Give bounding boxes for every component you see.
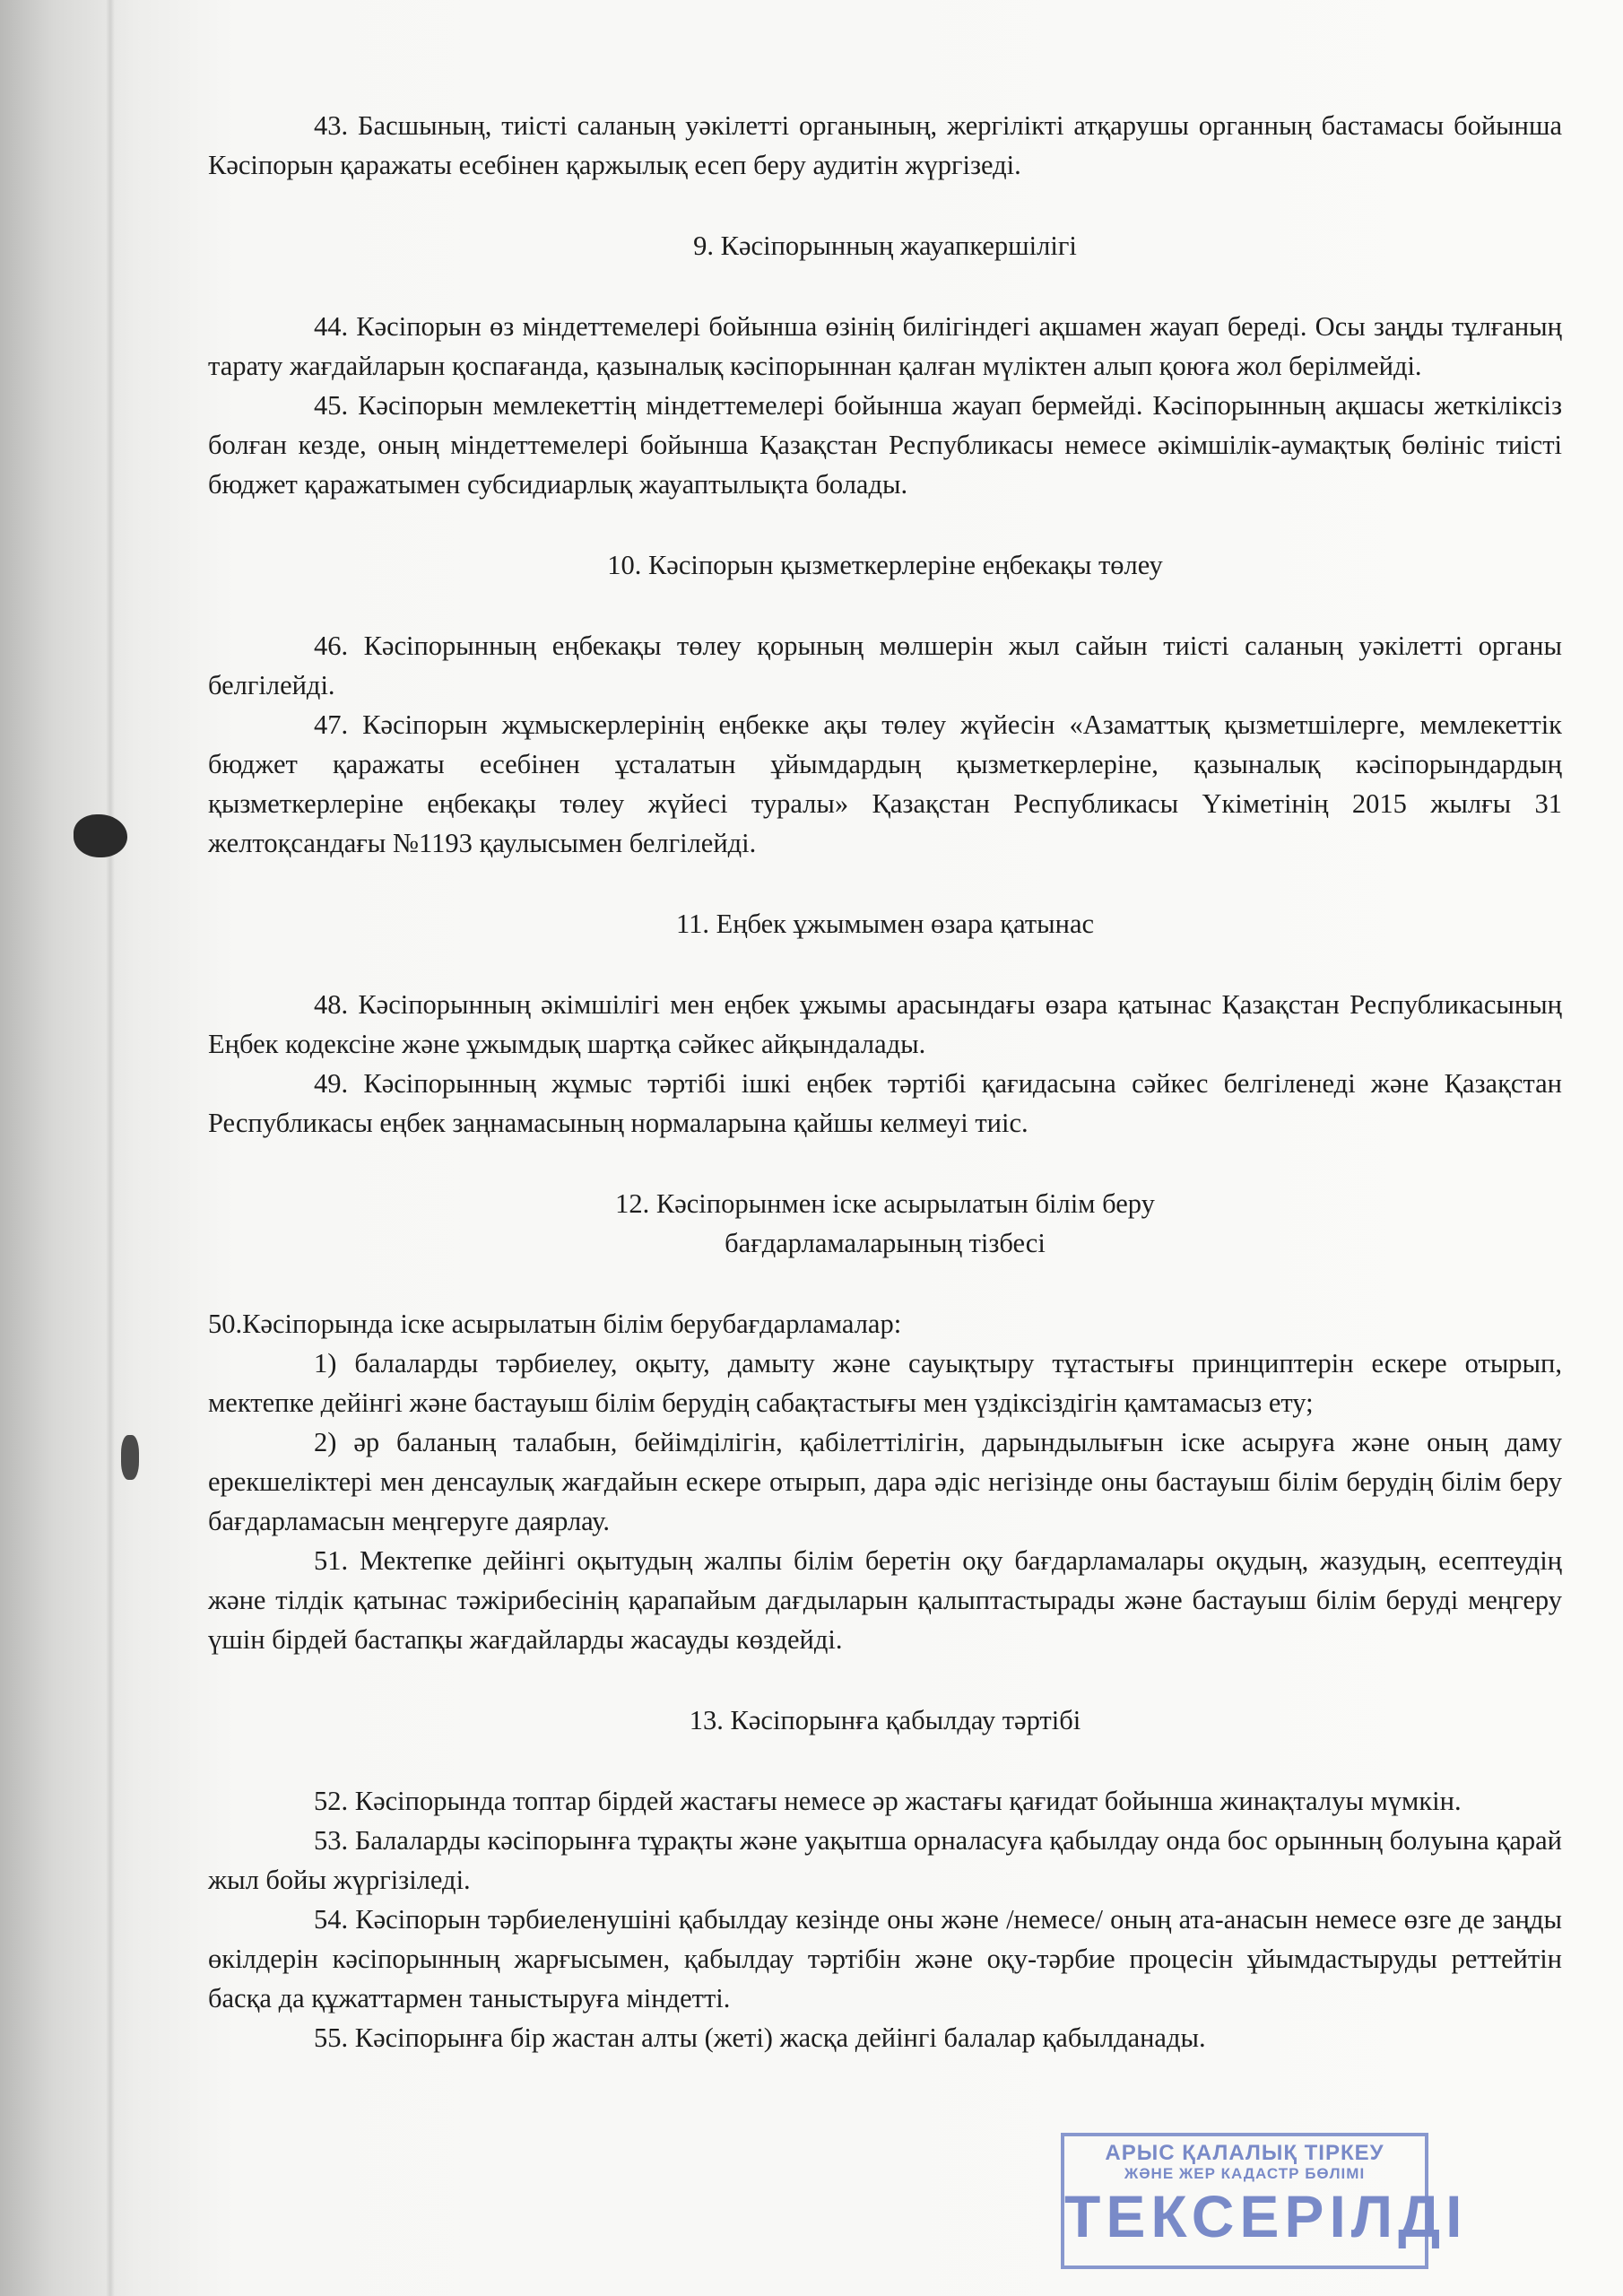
paragraph: 54. Кәсіпорын тәрбиеленушіні қабылдау кезінде оны және /немесе/ оның ата-анасын немесе өзге де заңды өкілдерін кәсіпорынның жарғысымен, қабылдау тәртібін және оқу-тәрбие процесін ұйымдастыруды реттейтін басқа да құжаттармен таныстыруға міндетті. (208, 1904, 1562, 2013)
binding-mark (121, 1435, 139, 1480)
spacer (208, 504, 1562, 545)
paragraph: 49. Кәсіпорынның жұмыс тәртібі ішкі еңбек тәртібі қағидасына сәйкес белгіленеді және Қазақстан Республикасы еңбек заңнамасының нормаларына қайшы келмеуі тиіс. (208, 1068, 1562, 1138)
paragraph: 44. Кәсіпорын өз міндеттемелері бойынша өзінің билігіндегі ақшамен жауап береді. Осы заңды тұлғаның тарату жағдайларын қоспағанда, қазыналық кәсіпорыннан қалған мүліктен алып қоюға жол берілмейді. (208, 311, 1562, 381)
document-body (208, 106, 1562, 2057)
section-heading: 12. Кәсіпорынмен іске асырылатын білім беру (615, 1188, 1155, 1219)
section-heading: бағдарламаларының тізбесі (725, 1228, 1046, 1258)
paragraph: 53. Балаларды кәсіпорынға тұрақты және уақытша орналасуға қабылдау онда бос орынның болуына қарай жыл бойы жүргізіледі. (208, 1825, 1562, 1895)
paragraph: 47. Кәсіпорын жұмыскерлерінің еңбекке ақы төлеу жүйесін «Азаматтық қызметшілерге, мемлекеттік бюджет қаражаты есебінен ұсталатын ұйымдардың қызметкерлеріне, қазыналық кәсіпорындардың қызметкерлеріне еңбекақы төлеу жүйесі туралы» Қазақстан Республикасы Үкіметінің 2015 жылғы 31 желтоқсандағы №1193 қаулысымен белгілейді. (208, 709, 1562, 858)
spacer (208, 863, 1562, 904)
page-fold-shadow (106, 0, 115, 2296)
stamp-line-1: АРЫС ҚАЛАЛЫҚ ТІРКЕУ (1105, 2141, 1384, 2165)
spacer (208, 585, 1562, 626)
spacer (208, 265, 1562, 307)
spacer (208, 185, 1562, 226)
verification-stamp (1061, 2133, 1468, 2269)
paragraph: 52. Кәсіпорында топтар бірдей жастағы немесе әр жастағы қағидат бойынша жинақталуы мүмкін. (314, 1786, 1462, 1816)
paragraph: 2) әр баланың талабын, бейімділігін, қабілеттілігін, дарындылығын іске асыруға және оның даму ерекшеліктері мен денсаулық жағдайын ескере отырып, дара әдіс негізінде оны бастауыш білім берудің білім беру бағдарламасын меңгеруге даярлау. (208, 1427, 1562, 1536)
section-heading: 11. Еңбек ұжымымен өзара қатынас (675, 909, 1095, 939)
spacer (208, 944, 1562, 985)
paragraph: 51. Мектепке дейінгі оқытудың жалпы білім беретін оқу бағдарламалары оқудың, жазудың, есептеудің және тілдік қатынас тәжірибесінің қарапайым дағдыларын қалыптастырады және бастауыш білім беруді меңгеру үшін бірдей бастапқы жағдайларды жасауды көздейді. (208, 1545, 1562, 1655)
stamp-main-text: ТЕКСЕРІЛДІ (1064, 2183, 1468, 2249)
section-heading: 13. Кәсіпорынға қабылдау тәртібі (689, 1705, 1081, 1735)
spacer (208, 1263, 1562, 1304)
spacer (208, 1659, 1562, 1700)
spacer (208, 1143, 1562, 1184)
stamp-line-2: ЖӘНЕ ЖЕР КАДАСТР БӨЛІМІ (1124, 2165, 1366, 2182)
paragraph: 46. Кәсіпорынның еңбекақы төлеу қорының мөлшерін жыл сайын тиісті саланың уәкілетті органы белгілейді. (208, 631, 1562, 700)
paragraph: 1) балаларды тәрбиелеу, оқыту, дамыту және сауықтыру тұтастығы принциптерін ескере отырып, мектепке дейінгі және бастауыш білім берудің сабақтастығы мен үздіксіздігін қамтамасыз ету; (208, 1348, 1562, 1418)
paragraph: 43. Басшының, тиісті саланың уәкілетті органының, жергілікті атқарушы органның бастамасы бойынша Кәсіпорын қаражаты есебінен қаржылық есеп беру аудитін жүргізеді. (208, 110, 1562, 180)
paragraph: 45. Кәсіпорын мемлекеттің міндеттемелері бойынша жауап бермейді. Кәсіпорынның ақшасы жеткіліксіз болған кезде, оның міндеттемелері бойынша Қазақстан Республикасы немесе әкімшілік-аумақтық бөлініс тиісті бюджет қаражатымен субсидиарлық жауаптылықта болады. (208, 390, 1562, 500)
spacer (208, 1740, 1562, 1781)
paragraph: 55. Кәсіпорынға бір жастан алты (жеті) жасқа дейінгі балалар қабылданады. (314, 2022, 1206, 2053)
section-heading: 9. Кәсіпорынның жауапкершілігі (693, 230, 1077, 261)
paragraph: 48. Кәсіпорынның әкімшілігі мен еңбек ұжымы арасындағы өзара қатынас Қазақстан Республикасының Еңбек кодексіне және ұжымдық шартқа сәйкес айқындалады. (208, 989, 1562, 1059)
binding-hole-mark (74, 814, 127, 857)
paragraph: 50.Кәсіпорында іске асырылатын білім берубағдарламалар: (208, 1309, 902, 1339)
section-heading: 10. Кәсіпорын қызметкерлеріне еңбекақы төлеу (607, 550, 1163, 580)
